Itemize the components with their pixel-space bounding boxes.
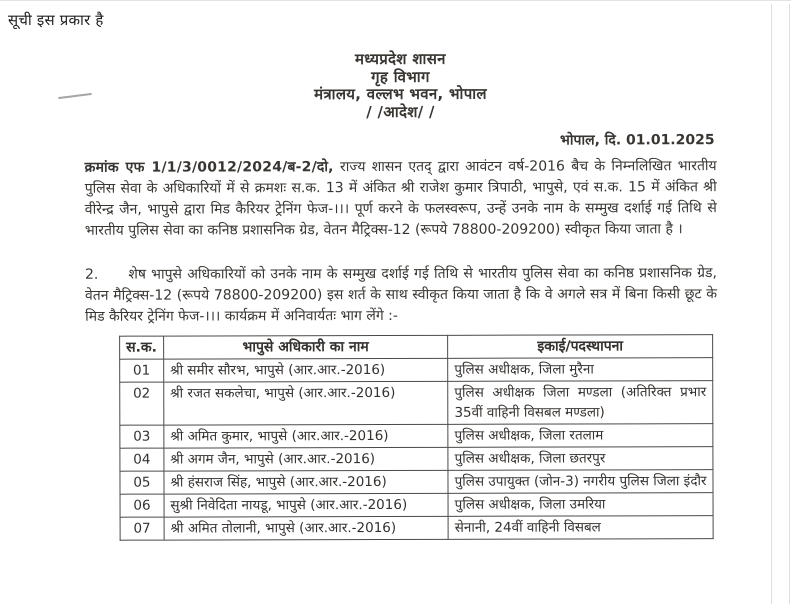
table-header-row [120,335,713,360]
table-row [120,516,713,541]
cell-name: श्री अमित तोलानी, भापुसे (आर.आर.-2016) [164,516,448,540]
cell-unit: पुलिस अधीक्षक, जिला रतलाम [448,424,713,448]
cell-name: श्री हंसराज सिंह, भापुसे (आर.आर.-2016) [164,470,448,494]
table-row [120,381,713,426]
document-letterhead [84,50,716,122]
letterhead-department: गृह विभाग [371,67,430,86]
order-paragraph-1-text: राज्य शासन एतद् द्वारा आवंटन वर्ष-2016 बैच के निम्नलिखित भारतीय पुलिस सेवा के अधिकारियों में से क्रमशः स.क. 13 में अंकित श्री राजेश कुमार त्रिपाठी, भापुसे, एवं स.क. 15 में अंकित श्री वीरेन्द्र जैन, भापुसे द्वारा मिड कैरियर ट्रेनिंग फेज-।।। पूर्ण करने के फलस्वरूप, उन्हें उनके नाम के सम्मुख दर्शाई गई तिथि से भारतीय पुलिस सेवा का कनिष्ठ प्रशासनिक ग्रेड, वेतन मैट्रिक्स-12 (रूपये 78800-209200) स्वीकृत किया जाता है । [84,158,717,239]
cell-unit: पुलिस अधीक्षक, जिला उमरिया [448,493,713,517]
cell-serial: 07 [120,517,164,540]
table-row [120,470,713,495]
header-unit-posting: इकाई/पदस्थापना [448,335,713,359]
order-paragraph-2-text: शेष भापुसे अधिकारियों को उनके नाम के सम्मुख दर्शाई गई तिथि से भारतीय पुलिस सेवा का कनिष्ठ प्रशासनिक ग्रेड, वेतन मैट्रिक्स-12 (रूपये 78800-209200) इस शर्त के साथ स्वीकृत किया जाता है कि वे अगले सत्र में बिना किसी छूट के मिड कैरियर ट्रेनिंग फेज-।।। कार्यक्रम में अनिवार्यतः भाग लेंगे :- [84,265,718,325]
cell-serial: 05 [120,471,164,494]
letterhead-address: मंत्रालय, वल्लभ भवन, भोपाल [314,84,487,104]
cell-serial: 06 [120,494,164,517]
cell-unit: सेनानी, 24वीं वाहिनी विसबल [448,516,713,540]
scanned-order-document [0,39,772,604]
letterhead-order-title: / /आदेश/ / [366,102,435,121]
place-date-line: भोपाल, दि. 01.01.2025 [560,132,715,149]
officers-table [119,334,714,541]
letterhead-government: मध्यप्रदेश शासन [354,49,446,69]
cell-serial: 04 [120,448,164,471]
cell-unit: पुलिस अधीक्षक, जिला छतरपुर [448,447,713,471]
cell-name: सुश्री निवेदिता नायडू, भापुसे (आर.आर.-2016) [164,493,448,517]
header-officer-name: भापुसे अधिकारी का नाम [163,335,447,359]
cell-serial: 02 [120,382,164,425]
cell-name: श्री रजत सकलेचा, भापुसे (आर.आर.-2016) [164,381,448,425]
order-paragraph-2 [85,263,717,328]
cell-name: श्री अमित कुमार, भापुसे (आर.आर.-2016) [164,424,448,448]
cell-serial: 03 [120,425,164,448]
cell-unit: पुलिस उपायुक्त (जोन-3) नगरीय पुलिस जिला इंदौर [448,470,713,494]
order-paragraph-1 [85,156,717,242]
table-row [120,358,713,383]
table-row [120,447,713,472]
cell-serial: 01 [120,359,164,382]
table-row [120,424,713,449]
cell-unit: पुलिस अधीक्षक, जिला मुरैना [448,358,713,382]
page-title: सूची इस प्रकार है [8,11,104,29]
cell-name: श्री अगम जैन, भापुसे (आर.आर.-2016) [164,447,448,471]
cell-unit: पुलिस अधीक्षक जिला मण्डला (अतिरिक्त प्रभार 35वीं वाहिनी विसबल मण्डला) [448,381,713,425]
order-number: क्रमांक एफ 1/1/3/0012/2024/ब-2/दो, [84,159,334,176]
header-serial-number: स.क. [120,336,164,359]
paragraph-2-number: 2. [84,266,99,283]
page-right-border [789,4,790,604]
cell-name: श्री समीर सौरभ, भापुसे (आर.आर.-2016) [164,358,448,382]
table-row [120,493,713,518]
